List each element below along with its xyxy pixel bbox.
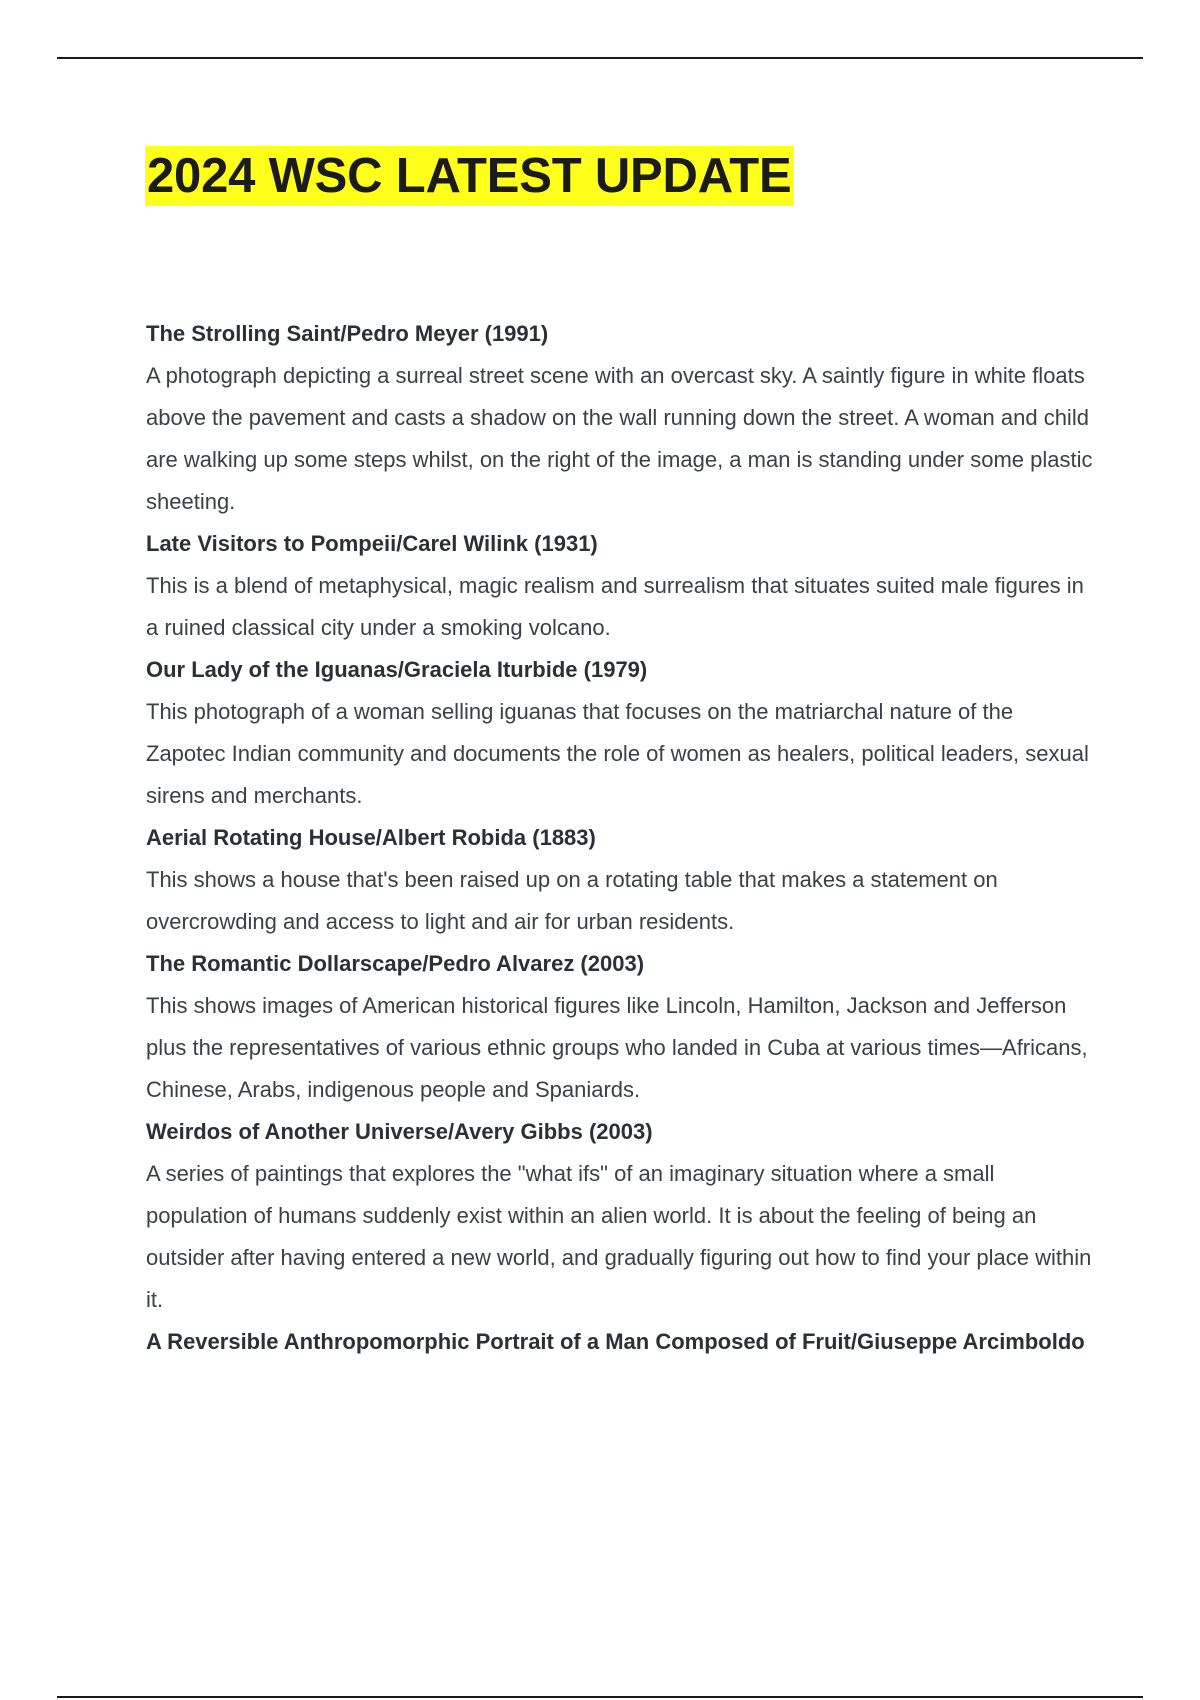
- entry-heading: Weirdos of Another Universe/Avery Gibbs (2003): [146, 1119, 653, 1144]
- entry: [146, 649, 1096, 817]
- entry-heading: Aerial Rotating House/Albert Robida (1883): [146, 825, 596, 850]
- entry-description: This photograph of a woman selling iguanas that focuses on the matriarchal nature of the Zapotec Indian community and documents the role of women as healers, political leaders, sexual sirens and merchants.: [146, 699, 1089, 808]
- entry-heading: Our Lady of the Iguanas/Graciela Iturbide (1979): [146, 657, 648, 682]
- entry: [146, 523, 1096, 649]
- entry-heading: The Strolling Saint/Pedro Meyer (1991): [146, 321, 549, 346]
- entry-heading: A Reversible Anthropomorphic Portrait of a Man Composed of Fruit/Giuseppe Arcimboldo: [146, 1329, 1085, 1354]
- entry-heading: The Romantic Dollarscape/Pedro Alvarez (2003): [146, 951, 645, 976]
- entries-list: [146, 313, 1096, 1363]
- entry: [146, 313, 1096, 523]
- entry: [146, 943, 1096, 1111]
- entry-description: This is a blend of metaphysical, magic realism and surrealism that situates suited male figures in a ruined classical city under a smoking volcano.: [146, 573, 1084, 640]
- entry: [146, 1321, 1096, 1363]
- entry-heading: Late Visitors to Pompeii/Carel Wilink (1931): [146, 531, 598, 556]
- entry-description: This shows images of American historical figures like Lincoln, Hamilton, Jackson and Jefferson plus the representatives of various ethnic groups who landed in Cuba at various times—Africans, Chinese, Arabs, indigenous people and Spaniards.: [146, 993, 1088, 1102]
- top-divider: [57, 57, 1143, 59]
- entry-description: A photograph depicting a surreal street scene with an overcast sky. A saintly figure in white floats above the pavement and casts a shadow on the wall running down the street. A woman and child are walking up some steps whilst, on the right of the image, a man is standing under some plastic sheeting.: [146, 363, 1093, 514]
- page-title: 2024 WSC LATEST UPDATE: [145, 146, 794, 206]
- bottom-divider: [57, 1696, 1143, 1698]
- entry: [146, 1111, 1096, 1321]
- entry-description: This shows a house that's been raised up on a rotating table that makes a statement on overcrowding and access to light and air for urban residents.: [146, 867, 998, 934]
- entry-description: A series of paintings that explores the "what ifs" of an imaginary situation where a small population of humans suddenly exist within an alien world. It is about the feeling of being an outsider after having entered a new world, and gradually figuring out how to find your place within it.: [146, 1161, 1092, 1312]
- entry: [146, 817, 1096, 943]
